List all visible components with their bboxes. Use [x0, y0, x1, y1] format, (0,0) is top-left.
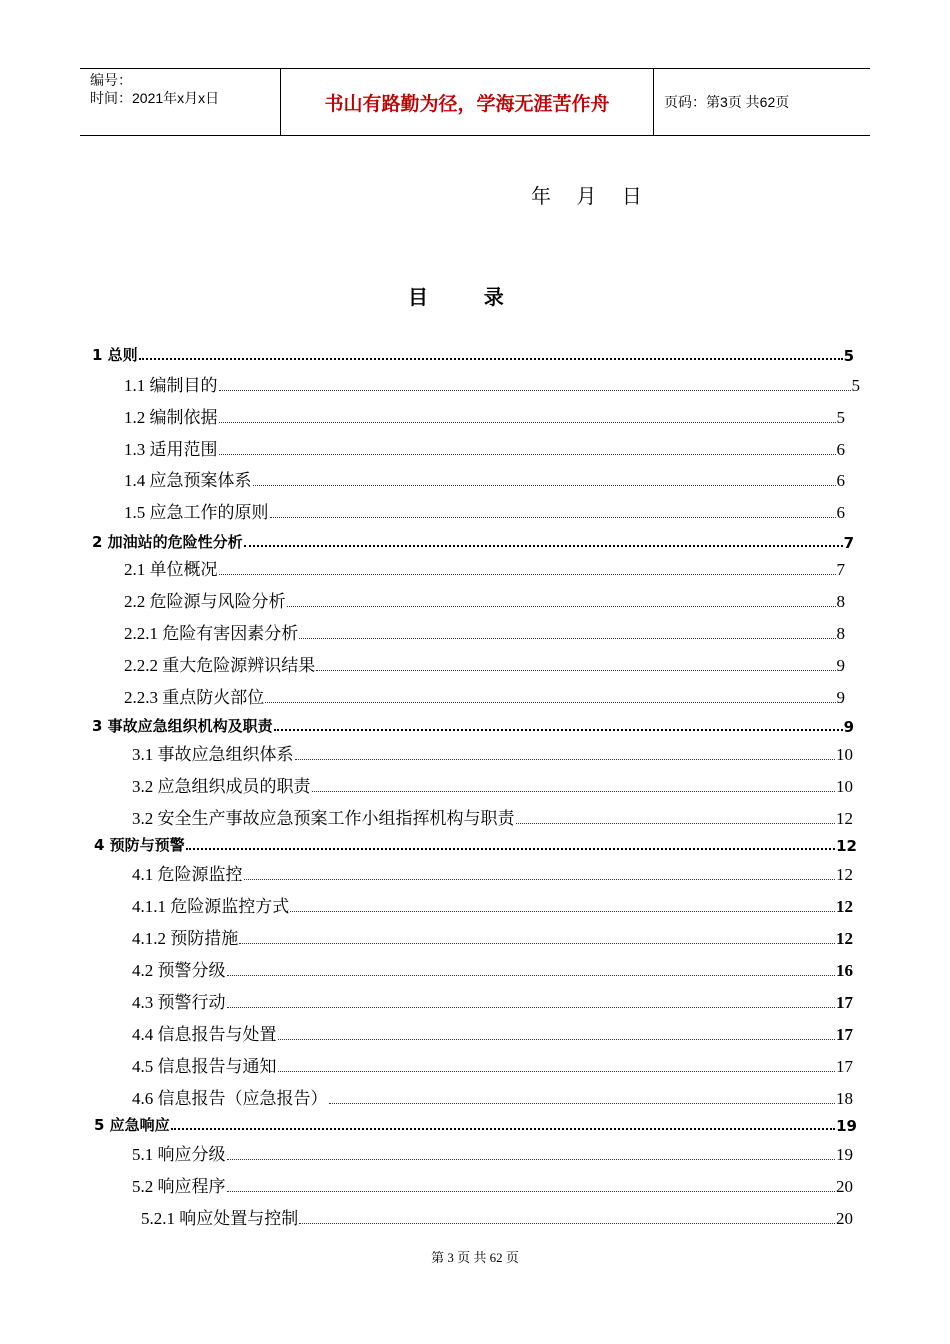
toc-leader-dots	[171, 1128, 835, 1130]
toc-entry[interactable]	[132, 991, 853, 1013]
toc-entry-page: 17	[836, 1057, 853, 1076]
toc-entry-page: 19	[836, 1117, 857, 1135]
toc-leader-dots	[219, 454, 836, 455]
toc-leader-dots	[239, 943, 835, 944]
toc-leader-dots	[139, 358, 843, 360]
toc-entry-page: 8	[836, 624, 845, 643]
toc-leader-dots	[278, 1039, 836, 1040]
toc-entry-page: 12	[836, 809, 853, 828]
toc-entry-title: 2.2 危险源与风险分析	[124, 592, 286, 611]
toc-entry-title: 5.2 响应程序	[132, 1177, 226, 1196]
toc-entry-title: 4.1.2 预防措施	[132, 929, 239, 948]
toc-entry[interactable]	[132, 1143, 853, 1165]
toc-leader-dots	[219, 574, 836, 575]
toc-entry-page: 9	[836, 656, 845, 675]
toc-entry-title: 4.6 信息报告（应急报告）	[132, 1089, 328, 1108]
toc-entry[interactable]	[124, 654, 845, 676]
toc-entry-title: 1.4 应急预案体系	[124, 471, 252, 490]
toc-entry[interactable]	[94, 1113, 857, 1135]
toc-entry[interactable]	[92, 530, 854, 552]
toc-entry[interactable]	[132, 927, 853, 949]
toc-entry-title: 2.2.2 重大危险源辨识结果	[124, 656, 316, 675]
toc-title: 目 录	[408, 285, 504, 309]
toc-entry-title: 1.3 适用范围	[124, 440, 218, 459]
toc-entry[interactable]	[132, 1175, 853, 1197]
toc-entry-title: 4.2 预警分级	[132, 961, 226, 980]
toc-entry-page: 5	[836, 408, 845, 427]
page-footer: 第 3 页 共 62 页	[431, 1250, 519, 1265]
header-motto: 书山有路勤为径，学海无涯苦作舟	[281, 69, 654, 135]
toc-leader-dots	[244, 879, 836, 880]
toc-entry[interactable]	[132, 1055, 853, 1077]
toc-entry[interactable]	[124, 374, 860, 396]
toc-entry-title: 3 事故应急组织机构及职责	[92, 717, 273, 735]
toc-leader-dots	[227, 1159, 836, 1160]
toc-leader-dots	[329, 1103, 836, 1104]
toc-entry[interactable]	[132, 959, 853, 981]
toc-leader-dots	[219, 390, 851, 391]
toc-leader-dots	[227, 1191, 836, 1192]
toc-entry-page: 8	[836, 592, 845, 611]
toc-leader-dots	[316, 670, 835, 671]
toc-entry-page: 10	[836, 777, 853, 796]
time-label: 时间：2021年x月x日	[90, 90, 220, 106]
toc-entry-page: 10	[836, 745, 853, 764]
toc-entry[interactable]	[132, 1087, 853, 1109]
toc-entry-title: 2.2.1 危险有害因素分析	[124, 624, 299, 643]
toc-leader-dots	[227, 1007, 836, 1008]
toc-entry-page: 5	[851, 376, 860, 395]
toc-entry-title: 2 加油站的危险性分析	[92, 533, 243, 551]
toc-entry-title: 5.2.1 响应处置与控制	[141, 1209, 299, 1228]
toc-entry-title: 1.2 编制依据	[124, 408, 218, 427]
toc-leader-dots	[299, 1223, 835, 1224]
page-header	[80, 68, 870, 136]
toc-entry-title: 1.5 应急工作的原则	[124, 503, 269, 522]
toc-entry-title: 4.5 信息报告与通知	[132, 1057, 277, 1076]
toc-entry-page: 6	[836, 440, 845, 459]
toc-leader-dots	[265, 702, 835, 703]
toc-entry-title: 3.2 安全生产事故应急预案工作小组指挥机构与职责	[132, 809, 515, 828]
toc-leader-dots	[516, 823, 836, 824]
toc-entry-page: 12	[836, 929, 853, 948]
toc-leader-dots	[312, 791, 836, 792]
toc-entry-page: 16	[836, 961, 853, 980]
toc-entry-page: 19	[836, 1145, 853, 1164]
toc-leader-dots	[274, 729, 843, 731]
toc-leader-dots	[219, 422, 836, 423]
toc-entry-title: 4.1.1 危险源监控方式	[132, 897, 290, 916]
toc-entry[interactable]	[124, 501, 845, 523]
toc-entry[interactable]	[92, 714, 854, 736]
toc-entry-title: 1 总则	[92, 346, 138, 364]
toc-entry[interactable]	[132, 807, 853, 829]
toc-entry[interactable]	[124, 686, 845, 708]
number-label: 编号：	[90, 72, 132, 88]
toc-entry-page: 7	[843, 534, 854, 552]
toc-entry[interactable]	[124, 406, 845, 428]
toc-leader-dots	[227, 975, 836, 976]
toc-entry-page: 6	[836, 471, 845, 490]
toc-entry-page: 17	[836, 993, 853, 1012]
toc-entry[interactable]	[132, 863, 853, 885]
toc-entry-title: 2.2.3 重点防火部位	[124, 688, 265, 707]
toc-entry[interactable]	[132, 743, 853, 765]
toc-entry-page: 7	[836, 560, 845, 579]
toc-entry-title: 4.4 信息报告与处置	[132, 1025, 277, 1044]
toc-leader-dots	[295, 759, 836, 760]
toc-leader-dots	[287, 606, 836, 607]
toc-entry[interactable]	[94, 833, 857, 855]
toc-entry-page: 12	[836, 865, 853, 884]
toc-entry-page: 9	[843, 718, 854, 736]
toc-entry-page: 18	[836, 1089, 853, 1108]
toc-entry-page: 5	[843, 347, 854, 365]
toc-entry[interactable]	[141, 1207, 853, 1229]
toc-entry-title: 2.1 单位概况	[124, 560, 218, 579]
toc-entry-page: 20	[836, 1177, 853, 1196]
toc-entry[interactable]	[124, 622, 845, 644]
toc-entry[interactable]	[132, 1023, 853, 1045]
toc-entry[interactable]	[124, 558, 845, 580]
toc-leader-dots	[290, 911, 835, 912]
toc-entry-page: 9	[836, 688, 845, 707]
header-page-label: 页码：第3页 共62页	[664, 94, 790, 110]
toc-leader-dots	[244, 545, 843, 547]
toc-entry[interactable]	[92, 343, 854, 365]
toc-leader-dots	[299, 638, 835, 639]
toc-entry-page: 12	[836, 897, 853, 916]
toc-entry-title: 4.1 危险源监控	[132, 865, 243, 884]
toc-entry-page: 6	[836, 503, 845, 522]
toc-entry-title: 4 预防与预警	[94, 836, 185, 854]
toc-entry-title: 5 应急响应	[94, 1116, 170, 1134]
date-line: 年 月 日	[531, 184, 642, 208]
toc-entry[interactable]	[132, 895, 853, 917]
toc-leader-dots	[186, 848, 835, 850]
toc-leader-dots	[253, 485, 836, 486]
toc-entry-page: 17	[836, 1025, 853, 1044]
header-meta	[80, 69, 281, 135]
toc-entry-title: 3.1 事故应急组织体系	[132, 745, 294, 764]
toc-leader-dots	[278, 1071, 836, 1072]
toc-entry[interactable]	[132, 775, 853, 797]
toc-leader-dots	[270, 517, 836, 518]
toc-entry-page: 12	[836, 837, 857, 855]
toc-entry[interactable]	[124, 469, 845, 491]
toc-entry[interactable]	[124, 590, 845, 612]
toc-entry-title: 1.1 编制目的	[124, 376, 218, 395]
toc-entry-title: 3.2 应急组织成员的职责	[132, 777, 311, 796]
toc-entry-title: 4.3 预警行动	[132, 993, 226, 1012]
toc-entry-page: 20	[836, 1209, 853, 1228]
toc-entry-title: 5.1 响应分级	[132, 1145, 226, 1164]
toc-entry[interactable]	[124, 438, 845, 460]
